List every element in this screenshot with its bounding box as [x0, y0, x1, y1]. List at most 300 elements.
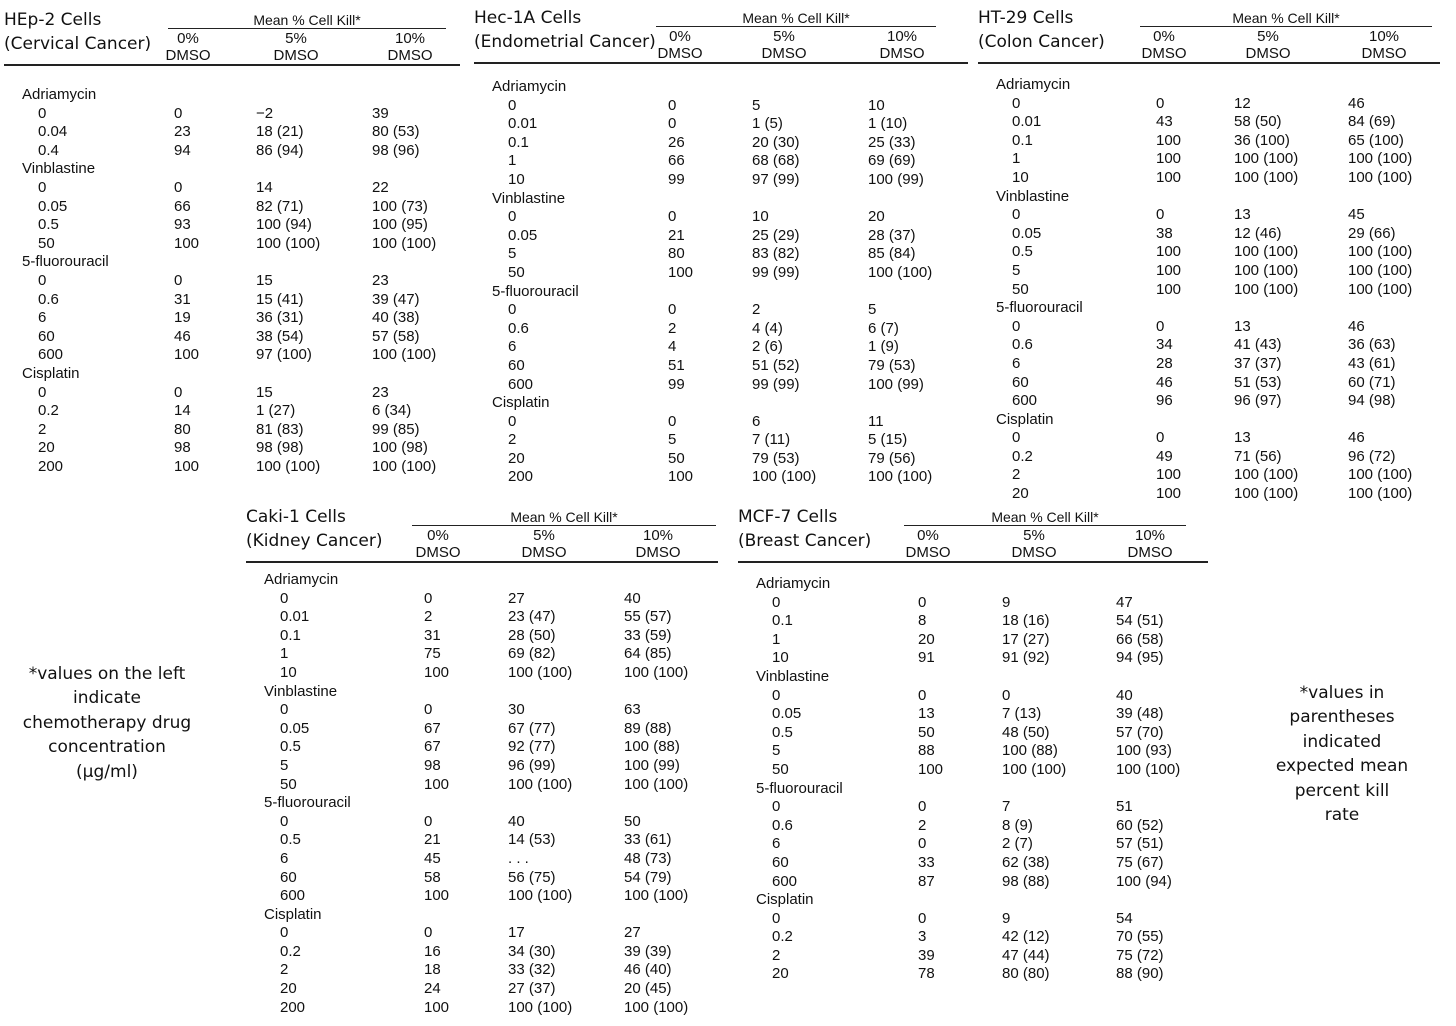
concentration-cell: 200: [508, 468, 534, 486]
concentration-cell: 2: [1012, 466, 1021, 484]
kill-5-dmso-cell: 99 (99): [752, 263, 800, 281]
kill-0-dmso-cell: 31: [174, 290, 191, 308]
kill-5-dmso-cell: 100 (88): [1002, 742, 1058, 760]
table-row: [978, 336, 1440, 355]
kill-10-dmso-cell: 51: [1116, 798, 1133, 816]
table-row: [738, 594, 1208, 613]
kill-5-dmso-cell: 1 (5): [752, 115, 783, 133]
table-body: [246, 571, 718, 1017]
cell-line-title-line: (Breast Cancer): [738, 531, 872, 551]
kill-0-dmso-cell: 91: [918, 649, 935, 667]
kill-0-dmso-cell: 21: [668, 226, 685, 244]
concentration-cell: 20: [280, 980, 297, 998]
kill-0-dmso-cell: 0: [918, 798, 927, 816]
kill-0-dmso-cell: 51: [668, 356, 685, 374]
kill-10-dmso-cell: 48 (73): [624, 849, 672, 867]
dmso-column-header-line: 5%: [533, 527, 555, 544]
kill-10-dmso-cell: 20 (45): [624, 980, 672, 998]
kill-10-dmso-cell: 40: [624, 589, 641, 607]
kill-10-dmso-cell: 50: [624, 812, 641, 830]
table-header: [738, 505, 1208, 563]
dmso-column-header: [1124, 28, 1204, 62]
footnote-line: chemotherapy drug: [22, 712, 192, 733]
concentration-cell: 0: [772, 593, 781, 611]
header-rule: [4, 64, 460, 66]
kill-5-dmso-cell: 23 (47): [508, 608, 556, 626]
kill-0-dmso-cell: 19: [174, 309, 191, 327]
table-row: [738, 965, 1208, 984]
kill-5-dmso-cell: 12: [1234, 94, 1251, 112]
dmso-column-header: [504, 527, 584, 561]
dmso-column-header-line: 5%: [773, 28, 795, 45]
kill-10-dmso-cell: 64 (85): [624, 645, 672, 663]
kill-10-dmso-cell: 5: [868, 301, 877, 319]
concentration-cell: 2: [772, 946, 781, 964]
concentration-cell: 600: [38, 346, 64, 364]
kill-5-dmso-cell: 92 (77): [508, 738, 556, 756]
kill-5-dmso-cell: 13: [1234, 317, 1251, 335]
kill-10-dmso-cell: 46 (40): [624, 961, 672, 979]
kill-5-dmso-cell: 9: [1002, 593, 1011, 611]
kill-0-dmso-cell: 75: [424, 645, 441, 663]
kill-0-dmso-cell: 0: [424, 812, 433, 830]
kill-5-dmso-cell: 15 (41): [256, 290, 304, 308]
table-row: [246, 645, 718, 664]
kill-5-dmso-cell: 18 (21): [256, 123, 304, 141]
dmso-column-header: [398, 527, 478, 561]
concentration-cell: 0.05: [508, 226, 538, 244]
kill-5-dmso-cell: 36 (31): [256, 309, 304, 327]
kill-10-dmso-cell: 66 (58): [1116, 630, 1164, 648]
kill-5-dmso-cell: 6: [752, 412, 761, 430]
kill-5-dmso-cell: 98 (88): [1002, 872, 1050, 890]
concentration-cell: 0.1: [1012, 131, 1033, 149]
kill-0-dmso-cell: 0: [424, 589, 433, 607]
table-row: [978, 132, 1440, 151]
kill-0-dmso-cell: 2: [668, 319, 677, 337]
dmso-column-header: [994, 527, 1074, 561]
concentration-cell: 0.1: [772, 612, 793, 630]
table-row: [738, 854, 1208, 873]
kill-10-dmso-cell: 10: [868, 96, 885, 114]
kill-10-dmso-cell: 57 (70): [1116, 723, 1164, 741]
kill-10-dmso-cell: 65 (100): [1348, 131, 1404, 149]
kill-10-dmso-cell: 100 (99): [624, 756, 680, 774]
drug-name: Adriamycin: [996, 76, 1071, 93]
table-row: [246, 627, 718, 646]
kill-10-dmso-cell: 28 (37): [868, 226, 916, 244]
kill-0-dmso-cell: 0: [1156, 94, 1165, 112]
kill-5-dmso-cell: 51 (53): [1234, 373, 1282, 391]
table-row: [4, 384, 460, 403]
table-body: [4, 86, 460, 476]
concentration-cell: 50: [280, 775, 297, 793]
table-row: [4, 123, 460, 142]
drug-name: 5-fluorouracil: [264, 794, 351, 812]
kill-0-dmso-cell: 0: [668, 301, 677, 319]
table-row: [738, 631, 1208, 650]
dmso-column-header-line: DMSO: [1127, 544, 1173, 561]
kill-0-dmso-cell: 18: [424, 961, 441, 979]
kill-10-dmso-cell: 60 (52): [1116, 816, 1164, 834]
dmso-column-header-line: 10%: [1368, 28, 1400, 45]
dmso-column-header-line: DMSO: [905, 544, 951, 561]
drug-name: Vinblastine: [264, 682, 338, 700]
kill-5-dmso-cell: 15: [256, 383, 273, 401]
kill-10-dmso-cell: 23: [372, 271, 389, 289]
kill-10-dmso-cell: 70 (55): [1116, 928, 1164, 946]
dmso-column-header-line: DMSO: [415, 544, 461, 561]
kill-5-dmso-cell: 28 (50): [508, 626, 556, 644]
concentration-cell: 0: [38, 104, 47, 122]
concentration-cell: 600: [508, 375, 534, 393]
concentration-cell: 20: [38, 439, 55, 457]
dmso-column-header-line: 5%: [1023, 527, 1045, 544]
kill-0-dmso-cell: 0: [668, 412, 677, 430]
concentration-cell: 0: [1012, 429, 1021, 447]
cell-line-title: [4, 8, 151, 56]
table-row: [474, 450, 968, 469]
dmso-column-header: [1110, 527, 1190, 561]
kill-5-dmso-cell: 17: [508, 924, 525, 942]
kill-0-dmso-cell: 0: [918, 593, 927, 611]
kill-0-dmso-cell: 14: [174, 402, 191, 420]
kill-10-dmso-cell: 22: [372, 178, 389, 196]
kill-10-dmso-cell: 63: [624, 701, 641, 719]
concentration-cell: 5: [1012, 261, 1021, 279]
dmso-column-header-line: 0%: [1153, 28, 1175, 45]
table-row: [978, 243, 1440, 262]
kill-0-dmso-cell: 39: [918, 946, 935, 964]
concentration-cell: 200: [38, 457, 64, 475]
kill-10-dmso-cell: 94 (98): [1348, 392, 1396, 410]
kill-10-dmso-cell: 46: [1348, 94, 1365, 112]
table-row: [738, 761, 1208, 780]
table-row: [978, 206, 1440, 225]
kill-0-dmso-cell: 23: [174, 123, 191, 141]
footnote-line: *values in: [1299, 683, 1385, 703]
header-rule: [246, 561, 718, 563]
kill-5-dmso-cell: 79 (53): [752, 449, 800, 467]
dmso-column-header-line: 10%: [886, 28, 918, 45]
kill-5-dmso-cell: 9: [1002, 909, 1011, 927]
kill-0-dmso-cell: 34: [1156, 336, 1173, 354]
header-rule: [738, 561, 1208, 563]
dmso-column-header: [1228, 28, 1308, 62]
dmso-column-header-line: 10%: [642, 527, 674, 544]
kill-5-dmso-cell: 7 (11): [752, 431, 791, 449]
kill-5-dmso-cell: 100 (100): [256, 457, 321, 475]
concentration-footnote: [4, 662, 210, 784]
concentration-cell: 0: [280, 924, 289, 942]
concentration-cell: 5: [508, 245, 517, 263]
concentration-cell: 0: [508, 412, 517, 430]
kill-10-dmso-cell: 100 (100): [624, 663, 689, 681]
kill-10-dmso-cell: 100 (100): [1348, 150, 1413, 168]
dmso-column-header-line: DMSO: [1245, 45, 1291, 62]
kill-10-dmso-cell: 55 (57): [624, 608, 672, 626]
table-row: [246, 720, 718, 739]
kill-5-dmso-cell: 48 (50): [1002, 723, 1050, 741]
table-row: [474, 171, 968, 190]
table-row: [738, 798, 1208, 817]
concentration-cell: 0: [280, 812, 289, 830]
kill-5-dmso-cell: 58 (50): [1234, 113, 1282, 131]
kill-10-dmso-cell: 36 (63): [1348, 336, 1396, 354]
kill-10-dmso-cell: 94 (95): [1116, 649, 1164, 667]
kill-5-dmso-cell: 100 (100): [508, 998, 573, 1016]
table-row: [474, 357, 968, 376]
kill-10-dmso-cell: 29 (66): [1348, 224, 1396, 242]
concentration-cell: 0.6: [508, 319, 529, 337]
table-row: [4, 439, 460, 458]
kill-10-dmso-cell: 89 (88): [624, 719, 672, 737]
concentration-cell: 0: [38, 271, 47, 289]
table-header: [4, 8, 460, 66]
table-row: [738, 724, 1208, 743]
concentration-cell: 10: [280, 663, 297, 681]
table-row: [246, 738, 718, 757]
table-row: [474, 376, 968, 395]
table-header: [474, 6, 968, 64]
data-table-panel: [738, 505, 1208, 984]
table-row: [474, 152, 968, 171]
concentration-cell: 0: [38, 178, 47, 196]
data-table-panel: [246, 505, 718, 1017]
table-row: [738, 649, 1208, 668]
kill-5-dmso-cell: 15: [256, 271, 273, 289]
kill-10-dmso-cell: 100 (93): [1116, 742, 1172, 760]
kill-0-dmso-cell: 0: [424, 924, 433, 942]
kill-10-dmso-cell: 100 (100): [372, 234, 437, 252]
kill-0-dmso-cell: 0: [1156, 206, 1165, 224]
kill-0-dmso-cell: 0: [1156, 429, 1165, 447]
concentration-cell: 0: [508, 208, 517, 226]
kill-5-dmso-cell: 47 (44): [1002, 946, 1050, 964]
kill-5-dmso-cell: 20 (30): [752, 133, 800, 151]
table-row: [978, 281, 1440, 300]
concentration-cell: 0: [772, 909, 781, 927]
kill-10-dmso-cell: 100 (99): [868, 170, 924, 188]
data-table-panel: [474, 6, 968, 487]
kill-10-dmso-cell: 100 (99): [868, 375, 924, 393]
table-row: [246, 850, 718, 869]
concentration-cell: 0.2: [280, 942, 301, 960]
concentration-cell: 0: [1012, 206, 1021, 224]
kill-5-dmso-cell: 0: [1002, 686, 1011, 704]
kill-5-dmso-cell: 86 (94): [256, 141, 304, 159]
table-body: [474, 78, 968, 487]
table-row: [474, 245, 968, 264]
kill-5-dmso-cell: 36 (100): [1234, 131, 1290, 149]
table-row: [474, 97, 968, 116]
dmso-column-header-line: DMSO: [761, 45, 807, 62]
kill-0-dmso-cell: 13: [918, 705, 935, 723]
kill-10-dmso-cell: 100 (100): [624, 887, 689, 905]
kill-5-dmso-cell: 25 (29): [752, 226, 800, 244]
footnote-line: percent kill: [1294, 780, 1390, 801]
kill-0-dmso-cell: 2: [918, 816, 927, 834]
kill-5-dmso-cell: 100 (100): [508, 663, 573, 681]
kill-10-dmso-cell: 100 (100): [1348, 261, 1413, 279]
kill-5-dmso-cell: 71 (56): [1234, 447, 1282, 465]
concentration-cell: 0.5: [1012, 243, 1033, 261]
table-row: [738, 687, 1208, 706]
table-row: [978, 150, 1440, 169]
kill-5-dmso-cell: 2 (6): [752, 338, 783, 356]
kill-0-dmso-cell: 26: [668, 133, 685, 151]
kill-10-dmso-cell: 39: [372, 104, 389, 122]
table-row: [738, 742, 1208, 761]
kill-10-dmso-cell: 33 (59): [624, 626, 672, 644]
concentration-cell: 10: [508, 170, 525, 188]
kill-5-dmso-cell: 100 (100): [1234, 280, 1299, 298]
kill-10-dmso-cell: 1 (9): [868, 338, 899, 356]
kill-10-dmso-cell: 85 (84): [868, 245, 916, 263]
dmso-column-header-line: DMSO: [387, 47, 433, 64]
table-row: [246, 608, 718, 627]
kill-10-dmso-cell: 60 (71): [1348, 373, 1396, 391]
concentration-cell: 0: [280, 701, 289, 719]
kill-5-dmso-cell: 100 (100): [1234, 168, 1299, 186]
drug-name: Cisplatin: [264, 905, 322, 923]
kill-5-dmso-cell: 81 (83): [256, 420, 304, 438]
cell-line-title-line: Hec-1A Cells: [474, 8, 582, 28]
cell-line-title-line: (Cervical Cancer): [4, 34, 152, 54]
kill-5-dmso-cell: 91 (92): [1002, 649, 1050, 667]
kill-5-dmso-cell: −2: [256, 104, 274, 122]
kill-10-dmso-cell: 46: [1348, 317, 1365, 335]
kill-10-dmso-cell: 43 (61): [1348, 354, 1396, 372]
kill-5-dmso-cell: 67 (77): [508, 719, 556, 737]
concentration-cell: 0: [280, 589, 289, 607]
kill-10-dmso-cell: 39 (47): [372, 290, 420, 308]
dmso-column-header-line: DMSO: [1011, 544, 1057, 561]
kill-10-dmso-cell: 100 (94): [1116, 872, 1172, 890]
cell-line-title-line: (Colon Cancer): [978, 32, 1105, 52]
cell-line-title: [246, 505, 382, 553]
footnote-line: *values on the left: [28, 664, 186, 684]
dmso-column-header-line: 0%: [669, 28, 691, 45]
table-row: [246, 980, 718, 999]
dmso-column-header-line: DMSO: [165, 47, 211, 64]
kill-0-dmso-cell: 99: [668, 375, 685, 393]
kill-0-dmso-cell: 0: [424, 701, 433, 719]
concentration-cell: 0.5: [280, 738, 301, 756]
drug-name: Adriamycin: [756, 575, 831, 592]
table-row: [4, 235, 460, 254]
drug-name: Cisplatin: [996, 410, 1054, 428]
concentration-cell: 20: [772, 965, 789, 983]
concentration-cell: 0.2: [772, 928, 793, 946]
table-row: [474, 320, 968, 339]
kill-5-dmso-cell: 97 (99): [752, 170, 800, 188]
cell-line-title-line: (Kidney Cancer): [246, 531, 383, 551]
footnote-line: rate: [1324, 805, 1360, 826]
kill-0-dmso-cell: 100: [424, 998, 450, 1016]
kill-10-dmso-cell: 98 (96): [372, 141, 420, 159]
kill-0-dmso-cell: 99: [668, 170, 685, 188]
kill-10-dmso-cell: 80 (53): [372, 123, 420, 141]
kill-5-dmso-cell: 37 (37): [1234, 354, 1282, 372]
concentration-cell: 0.2: [38, 402, 59, 420]
kill-0-dmso-cell: 100: [1156, 261, 1182, 279]
table-row: [4, 309, 460, 328]
concentration-cell: 0.01: [1012, 113, 1042, 131]
table-body: [738, 575, 1208, 984]
table-row: [4, 179, 460, 198]
concentration-cell: 0.5: [772, 723, 793, 741]
kill-0-dmso-cell: 38: [1156, 224, 1173, 242]
kill-0-dmso-cell: 33: [918, 853, 935, 871]
table-row: [4, 346, 460, 365]
kill-0-dmso-cell: 0: [174, 178, 183, 196]
data-table-panel: [978, 6, 1440, 504]
kill-10-dmso-cell: 79 (53): [868, 356, 916, 374]
cell-line-title: [474, 6, 656, 54]
kill-10-dmso-cell: 100 (100): [1116, 760, 1181, 778]
kill-10-dmso-cell: 40 (38): [372, 309, 420, 327]
kill-0-dmso-cell: 100: [1156, 168, 1182, 186]
data-table-panel: [4, 8, 460, 476]
table-row: [246, 701, 718, 720]
table-row: [474, 468, 968, 487]
footnote-line: parentheses: [1289, 707, 1395, 728]
concentration-cell: 20: [1012, 485, 1029, 503]
concentration-cell: 200: [280, 998, 306, 1016]
dmso-column-header: [744, 28, 824, 62]
kill-5-dmso-cell: 27: [508, 589, 525, 607]
drug-name: Adriamycin: [22, 86, 97, 103]
kill-5-dmso-cell: 83 (82): [752, 245, 800, 263]
mean-kill-header: Mean % Cell Kill*: [412, 509, 716, 526]
kill-5-dmso-cell: 100 (100): [1234, 243, 1299, 261]
kill-0-dmso-cell: 93: [174, 216, 191, 234]
kill-5-dmso-cell: 34 (30): [508, 942, 556, 960]
kill-10-dmso-cell: 88 (90): [1116, 965, 1164, 983]
kill-10-dmso-cell: 100 (100): [372, 457, 437, 475]
kill-5-dmso-cell: . . .: [508, 849, 529, 867]
kill-5-dmso-cell: 96 (99): [508, 756, 556, 774]
table-row: [978, 374, 1440, 393]
kill-10-dmso-cell: 100 (73): [372, 197, 428, 215]
footnote-line: indicate: [73, 688, 141, 709]
drug-name: Vinblastine: [996, 187, 1070, 205]
footnote-line: indicated: [1302, 731, 1382, 752]
kill-0-dmso-cell: 46: [1156, 373, 1173, 391]
table-row: [4, 142, 460, 161]
concentration-cell: 2: [38, 420, 47, 438]
dmso-column-header: [370, 30, 450, 64]
kill-10-dmso-cell: 100 (100): [1348, 466, 1413, 484]
kill-0-dmso-cell: 100: [918, 760, 944, 778]
mean-kill-header: Mean % Cell Kill*: [1140, 10, 1432, 27]
drug-name: Cisplatin: [492, 394, 550, 412]
dmso-column-header: [1344, 28, 1424, 62]
table-row: [246, 664, 718, 683]
kill-10-dmso-cell: 100 (100): [868, 263, 933, 281]
kill-0-dmso-cell: 45: [424, 849, 441, 867]
kill-5-dmso-cell: 7 (13): [1002, 705, 1042, 723]
kill-0-dmso-cell: 0: [918, 686, 927, 704]
concentration-cell: 50: [508, 263, 525, 281]
kill-10-dmso-cell: 84 (69): [1348, 113, 1396, 131]
drug-name: 5-fluorouracil: [492, 282, 579, 300]
table-row: [246, 924, 718, 943]
table-row: [474, 431, 968, 450]
kill-10-dmso-cell: 69 (69): [868, 152, 916, 170]
table-row: [978, 318, 1440, 337]
